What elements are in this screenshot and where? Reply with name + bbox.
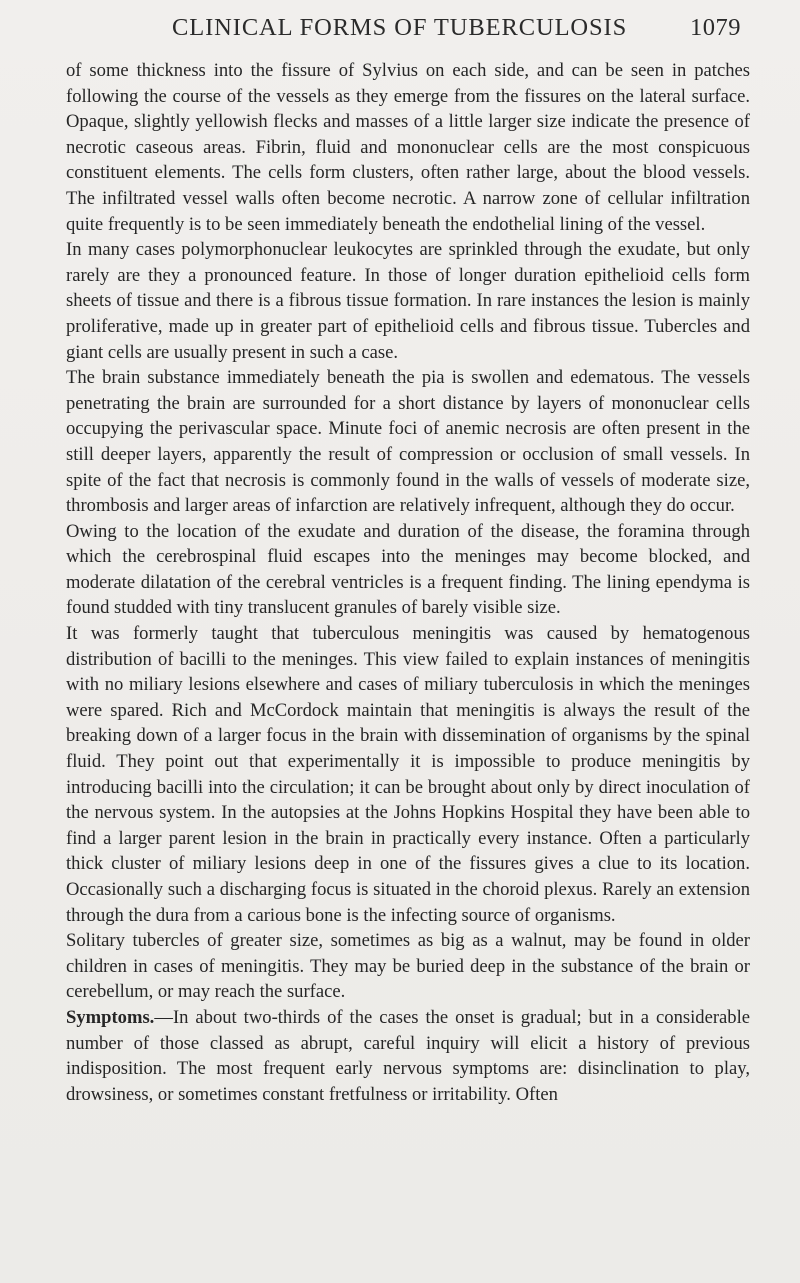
paragraph-leukocytes: In many cases polymorphonuclear leukocytes are sprinkled through the exudate, but only rarely are they a pronounced feature. In those of longer duration epithelioid cells form sheets of tissue and there is a fibrous tissue formation. In rare instances the lesion is mainly proliferative, made up in greater part of epithelioid cells and fibrous tissue. Tubercles and giant cells are usually present in such a case. (66, 239, 750, 363)
paragraph-symptoms (66, 1005, 750, 1107)
paragraph-continuation: of some thickness into the fissure of Sylvius on each side, and can be seen in patches following the course of the vessels as they emerge from the fissures on the lateral surface. Opaque, slightly yellowish flecks and masses of a little larger size indicate the presence of necrotic caseous areas. Fibrin, fluid and mononuclear cells are the most conspicuous constituent elements. The cells form clusters, often rather large, about the blood vessels. The infiltrated vessel walls often become necrotic. A narrow zone of cellular infiltration quite frequently is to be seen immediately beneath the endothelial lining of the vessel. (66, 60, 750, 235)
body-text (66, 58, 750, 1107)
symptoms-text: —In about two-thirds of the cases the onset is gradual; but in a considerable number of those classed as abrupt, careful inquiry will elicit a history of previous indisposition. The most frequent early nervous symptoms are: disinclination to play, drowsiness, or sometimes constant fretfulness or irritability. Often (66, 1006, 750, 1105)
paragraph-brain-substance: The brain substance immediately beneath the pia is swollen and edematous. The vessels penetrating the brain are surrounded for a short distance by layers of mononuclear cells occupying the perivascular space. Minute foci of anemic necrosis are often present in the still deeper layers, apparently the result of compression or occlusion of small vessels. In spite of the fact that necrosis is commonly found in the walls of vessels of moderate size, thrombosis and larger areas of infarction are relatively infrequent, although they do occur. (66, 367, 750, 517)
running-title: CLINICAL FORMS OF TUBERCULOSIS (172, 14, 628, 41)
paragraph-ventricles: Owing to the location of the exudate and duration of the disease, the foramina through which the cerebrospinal fluid escapes into the meninges may become blocked, and moderate dilatation of the cerebral ventricles is a frequent finding. The lining ependyma is found studded with tiny translucent granules of barely visible size. (66, 520, 750, 619)
paragraph-pathogenesis: It was formerly taught that tuberculous meningitis was caused by hematogenous distribution of bacilli to the meninges. This view failed to explain instances of meningitis with no miliary lesions elsewhere and cases of miliary tuberculosis in which the meninges were spared. Rich and McCordock maintain that meningitis is always the result of the breaking down of a larger focus in the brain with dissemination of organisms by the spinal fluid. They point out that experimentally it is impossible to produce meningitis by introducing bacilli into the circulation; it can be brought about only by direct inoculation of the nervous system. In the autopsies at the Johns Hopkins Hospital they have been able to find a larger parent lesion in the brain in practically every instance. Often a particularly thick cluster of miliary lesions deep in one of the fissures gives a clue to its location. Occasionally such a discharging focus is situated in the choroid plexus. Rarely an extension through the dura from a carious bone is the infecting source of organisms. (66, 623, 750, 926)
running-head (66, 14, 741, 48)
page-number: 1079 (690, 14, 741, 41)
section-heading-symptoms: Symptoms. (66, 1006, 155, 1028)
paragraph-solitary-tubercles: Solitary tubercles of greater size, sometimes as big as a walnut, may be found in older children in cases of meningitis. They may be buried deep in the substance of the brain or cerebellum, or may reach the surface. (66, 930, 750, 1003)
